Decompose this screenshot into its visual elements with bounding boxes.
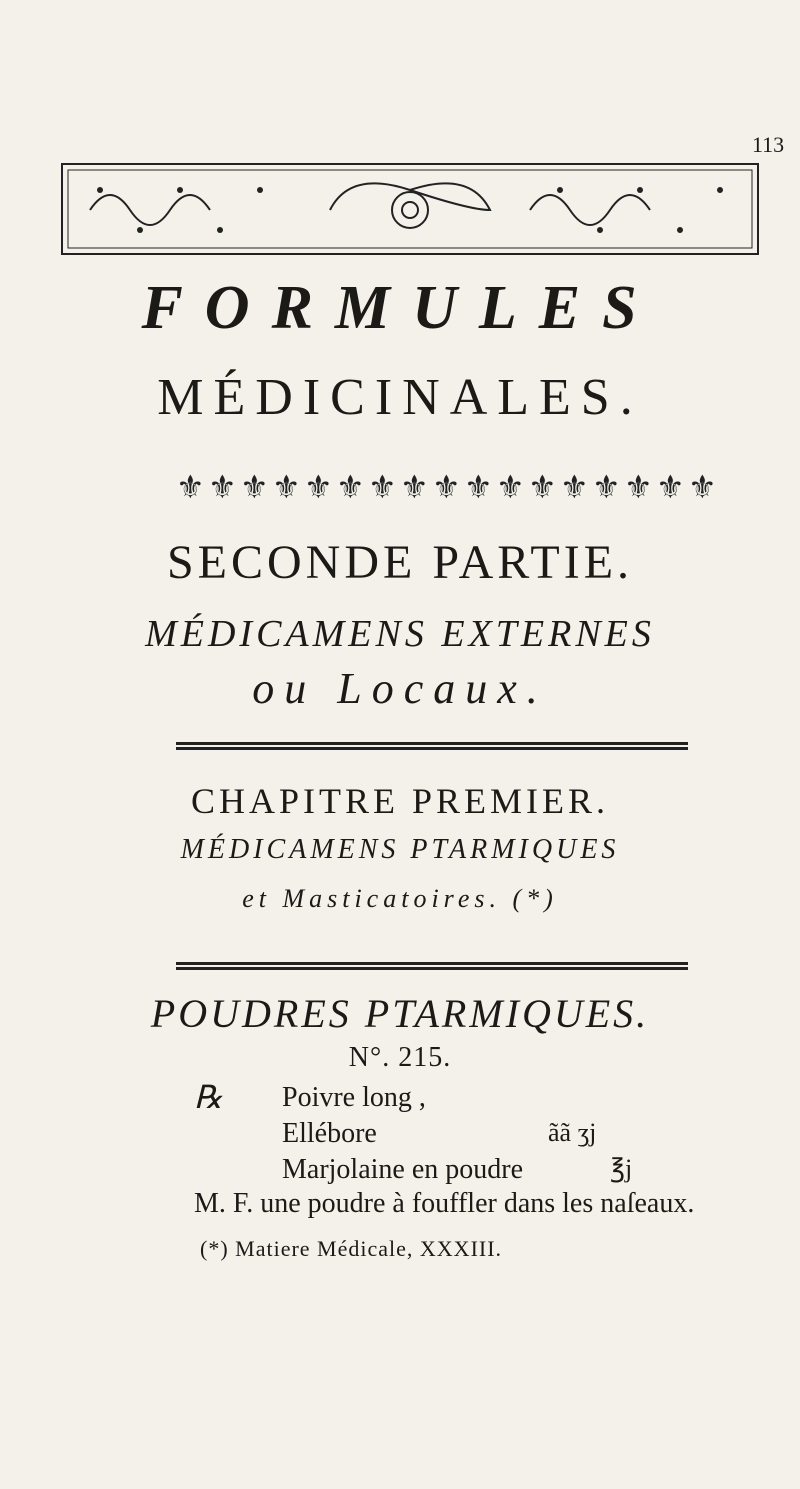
instruction-text: M. F. une poudre à fouffler dans les naſeaux. — [194, 1188, 695, 1219]
ingredient-2-quantity: ãã ʒj — [548, 1118, 597, 1147]
svg-text:⚜: ⚜ — [368, 468, 397, 506]
ingredient-2: Ellébore — [282, 1118, 377, 1149]
part-subtitle-line2: ou Locaux. — [252, 664, 548, 713]
svg-text:⚜: ⚜ — [656, 468, 685, 506]
svg-text:⚜: ⚜ — [432, 468, 461, 506]
svg-text:⚜: ⚜ — [240, 468, 269, 506]
divider-rule-top — [176, 742, 688, 750]
svg-text:⚜: ⚜ — [208, 468, 237, 506]
section-title: POUDRES PTARMIQUES. — [150, 991, 650, 1036]
part-title: SECONDE PARTIE. — [166, 536, 634, 589]
ingredient-3-quantity: ℥j — [610, 1154, 633, 1183]
svg-text:⚜: ⚜ — [496, 468, 525, 506]
svg-text:⚜: ⚜ — [528, 468, 557, 506]
page-title: FORMULES — [141, 274, 659, 342]
svg-text:⚜: ⚜ — [560, 468, 589, 506]
chapter-title: CHAPITRE PREMIER. — [190, 781, 610, 821]
svg-text:⚜: ⚜ — [304, 468, 333, 506]
fleur-de-lis-ornament-row — [176, 462, 724, 510]
svg-text:⚜: ⚜ — [624, 468, 653, 506]
svg-text:⚜: ⚜ — [400, 468, 429, 506]
svg-text:⚜: ⚜ — [592, 468, 621, 506]
formula-number: N°. 215. — [348, 1042, 452, 1073]
svg-text:⚜: ⚜ — [176, 468, 205, 506]
chapter-subtitle-line2: et Masticatoires. (*) — [242, 884, 558, 913]
ingredient-3: Marjolaine en poudre — [282, 1154, 524, 1185]
part-subtitle-line1: MÉDICAMENS EXTERNES — [145, 613, 655, 655]
svg-text:⚜: ⚜ — [272, 468, 301, 506]
recipe-symbol: ℞ — [194, 1079, 223, 1115]
ingredient-1: Poivre long , — [282, 1082, 426, 1113]
page-subtitle: MÉDICINALES. — [157, 369, 643, 426]
footnote: (*) Matiere Médicale, XXXIII. — [200, 1236, 503, 1261]
page-number: 113 — [752, 132, 785, 157]
headpiece-ornament — [60, 160, 760, 260]
chapter-subtitle-line1: MÉDICAMENS PTARMIQUES — [180, 834, 620, 865]
svg-text:⚜: ⚜ — [464, 468, 493, 506]
divider-rule-bottom — [176, 962, 688, 970]
svg-text:⚜: ⚜ — [336, 468, 365, 506]
svg-text:⚜: ⚜ — [688, 468, 717, 506]
